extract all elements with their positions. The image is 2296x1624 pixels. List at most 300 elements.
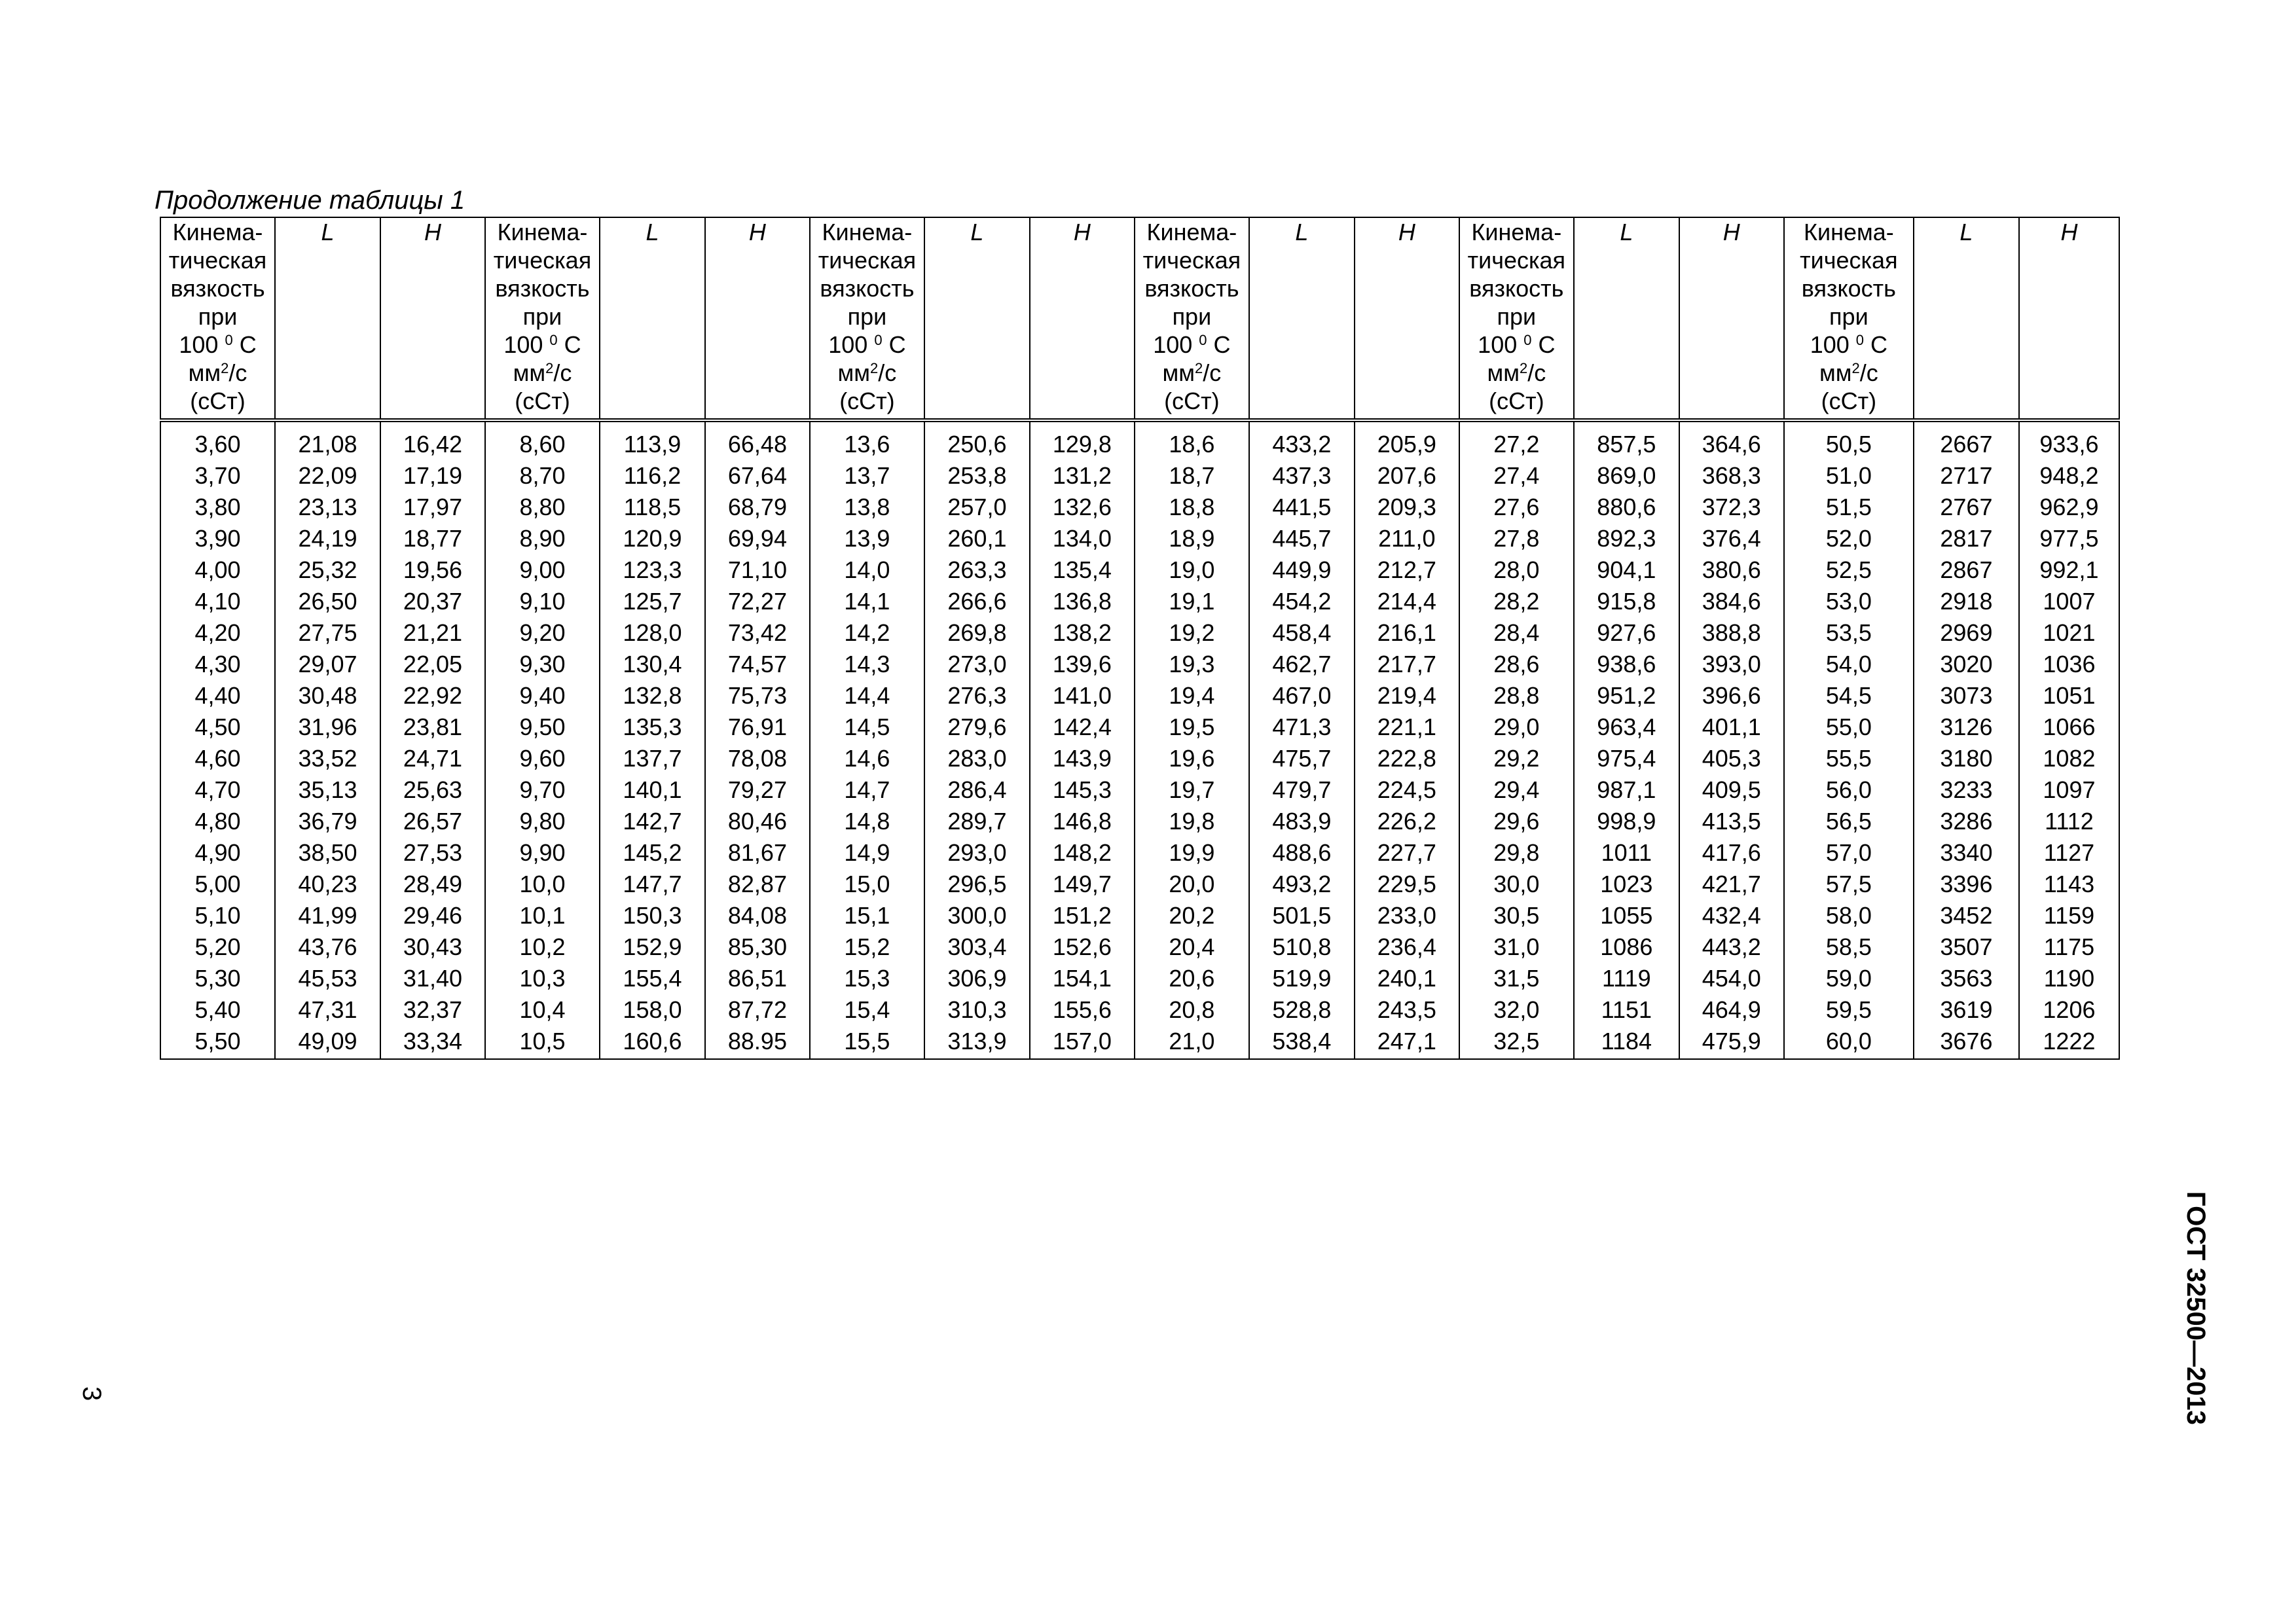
h-cell: 149,7 (1030, 869, 1135, 900)
viscosity-cell: 19,9 (1135, 837, 1249, 869)
table-row (160, 554, 2119, 586)
header-superscript (874, 332, 882, 348)
h-cell: 68,79 (705, 492, 810, 523)
h-cell: 1222 (2019, 1026, 2119, 1059)
l-cell: 1119 (1574, 963, 1679, 994)
viscosity-cell: 9,80 (485, 806, 600, 837)
l-cell: 21,08 (275, 420, 380, 460)
l-cell: 30,48 (275, 680, 380, 712)
h-cell: 81,67 (705, 837, 810, 869)
h-cell: 224,5 (1355, 774, 1459, 806)
viscosity-cell: 29,6 (1459, 806, 1574, 837)
l-cell: 49,09 (275, 1026, 380, 1059)
l-cell: 137,7 (600, 743, 705, 774)
header-superscript (1851, 360, 1859, 376)
header-h-label: H (424, 219, 441, 245)
h-cell: 17,19 (380, 460, 485, 492)
header-viscosity-text: Кинема- (822, 219, 913, 245)
h-cell: 233,0 (1355, 900, 1459, 931)
l-cell: 449,9 (1249, 554, 1355, 586)
h-cell: 66,48 (705, 420, 810, 460)
header-viscosity-text: при (1172, 303, 1212, 330)
l-cell: 40,23 (275, 869, 380, 900)
viscosity-cell: 29,4 (1459, 774, 1574, 806)
viscosity-cell: 5,10 (160, 900, 275, 931)
l-cell: 128,0 (600, 617, 705, 649)
header-h-label: H (1398, 219, 1415, 245)
h-cell: 131,2 (1030, 460, 1135, 492)
l-cell: 279,6 (924, 712, 1030, 743)
header-viscosity-text: мм (837, 359, 871, 386)
l-cell: 22,09 (275, 460, 380, 492)
header-viscosity-text: тическая (168, 247, 267, 274)
header-viscosity-text: тическая (493, 247, 592, 274)
h-cell: 33,34 (380, 1026, 485, 1059)
table-row (160, 743, 2119, 774)
l-cell: 38,50 (275, 837, 380, 869)
table-row (160, 649, 2119, 680)
table-row (160, 994, 2119, 1026)
h-cell: 31,40 (380, 963, 485, 994)
viscosity-cell: 14,4 (810, 680, 924, 712)
l-cell: 160,6 (600, 1026, 705, 1059)
h-cell: 372,3 (1679, 492, 1784, 523)
viscosity-cell: 4,10 (160, 586, 275, 617)
viscosity-cell: 14,9 (810, 837, 924, 869)
viscosity-cell: 51,0 (1784, 460, 1914, 492)
viscosity-cell: 14,3 (810, 649, 924, 680)
h-cell: 205,9 (1355, 420, 1459, 460)
l-cell: 293,0 (924, 837, 1030, 869)
h-cell: 393,0 (1679, 649, 1784, 680)
h-cell: 142,4 (1030, 712, 1135, 743)
header-kinematic-viscosity (1459, 217, 1574, 420)
l-cell: 27,75 (275, 617, 380, 649)
viscosity-cell: 56,5 (1784, 806, 1914, 837)
l-cell: 454,2 (1249, 586, 1355, 617)
h-cell: 79,27 (705, 774, 810, 806)
header-viscosity-text: (сСт) (839, 388, 895, 414)
h-cell: 75,73 (705, 680, 810, 712)
l-cell: 467,0 (1249, 680, 1355, 712)
l-cell: 869,0 (1574, 460, 1679, 492)
table-row (160, 492, 2119, 523)
l-cell: 35,13 (275, 774, 380, 806)
l-cell: 3233 (1914, 774, 2019, 806)
viscosity-cell: 14,0 (810, 554, 924, 586)
h-cell: 78,08 (705, 743, 810, 774)
table-row (160, 1026, 2119, 1059)
header-viscosity-text: 2 (1195, 360, 1203, 376)
table-row (160, 617, 2119, 649)
viscosity-cell: 13,7 (810, 460, 924, 492)
viscosity-cell: 8,80 (485, 492, 600, 523)
viscosity-cell: 3,60 (160, 420, 275, 460)
h-cell: 409,5 (1679, 774, 1784, 806)
header-l-value (1914, 217, 2019, 420)
header-viscosity-text: при (847, 303, 887, 330)
header-viscosity-text: вязкость (820, 275, 915, 302)
viscosity-cell: 15,0 (810, 869, 924, 900)
h-cell: 23,81 (380, 712, 485, 743)
header-viscosity-text: 100 (828, 331, 875, 358)
h-cell: 84,08 (705, 900, 810, 931)
l-cell: 538,4 (1249, 1026, 1355, 1059)
viscosity-cell: 32,5 (1459, 1026, 1574, 1059)
viscosity-cell: 9,70 (485, 774, 600, 806)
viscosity-cell: 30,0 (1459, 869, 1574, 900)
table-row (160, 586, 2119, 617)
h-cell: 17,97 (380, 492, 485, 523)
h-cell: 222,8 (1355, 743, 1459, 774)
viscosity-cell: 4,50 (160, 712, 275, 743)
header-viscosity-text: С (557, 331, 581, 358)
header-kinematic-viscosity (810, 217, 924, 420)
header-l-value (924, 217, 1030, 420)
table-caption: Продолжение таблицы 1 (155, 186, 465, 215)
header-viscosity-text: 100 (179, 331, 225, 358)
viscosity-cell: 15,1 (810, 900, 924, 931)
h-cell: 948,2 (2019, 460, 2119, 492)
h-cell: 136,8 (1030, 586, 1135, 617)
viscosity-cell: 55,0 (1784, 712, 1914, 743)
l-cell: 2667 (1914, 420, 2019, 460)
l-cell: 310,3 (924, 994, 1030, 1026)
l-cell: 471,3 (1249, 712, 1355, 743)
viscosity-cell: 15,5 (810, 1026, 924, 1059)
l-cell: 1151 (1574, 994, 1679, 1026)
header-viscosity-text: при (1829, 303, 1868, 330)
viscosity-cell: 28,8 (1459, 680, 1574, 712)
viscosity-cell: 4,40 (160, 680, 275, 712)
h-cell: 475,9 (1679, 1026, 1784, 1059)
l-cell: 116,2 (600, 460, 705, 492)
viscosity-cell: 29,2 (1459, 743, 1574, 774)
l-cell: 24,19 (275, 523, 380, 554)
l-cell: 31,96 (275, 712, 380, 743)
l-cell: 880,6 (1574, 492, 1679, 523)
l-cell: 1184 (1574, 1026, 1679, 1059)
viscosity-table (160, 217, 2120, 1060)
h-cell: 243,5 (1355, 994, 1459, 1026)
header-l-label: L (646, 219, 659, 245)
table-row (160, 900, 2119, 931)
l-cell: 155,4 (600, 963, 705, 994)
h-cell: 933,6 (2019, 420, 2119, 460)
viscosity-cell: 18,8 (1135, 492, 1249, 523)
l-cell: 300,0 (924, 900, 1030, 931)
l-cell: 938,6 (1574, 649, 1679, 680)
h-cell: 151,2 (1030, 900, 1135, 931)
h-cell: 141,0 (1030, 680, 1135, 712)
h-cell: 413,5 (1679, 806, 1784, 837)
viscosity-cell: 10,5 (485, 1026, 600, 1059)
table-row (160, 931, 2119, 963)
table-row (160, 460, 2119, 492)
l-cell: 296,5 (924, 869, 1030, 900)
viscosity-cell: 19,7 (1135, 774, 1249, 806)
h-cell: 148,2 (1030, 837, 1135, 869)
header-viscosity-text: при (522, 303, 562, 330)
header-h-value (1355, 217, 1459, 420)
header-h-label: H (2060, 219, 2078, 245)
viscosity-cell: 14,7 (810, 774, 924, 806)
header-viscosity-text: тическая (818, 247, 917, 274)
header-l-value (600, 217, 705, 420)
l-cell: 3286 (1914, 806, 2019, 837)
h-cell: 240,1 (1355, 963, 1459, 994)
h-cell: 247,1 (1355, 1026, 1459, 1059)
h-cell: 26,57 (380, 806, 485, 837)
l-cell: 250,6 (924, 420, 1030, 460)
h-cell: 30,43 (380, 931, 485, 963)
h-cell: 1127 (2019, 837, 2119, 869)
viscosity-cell: 51,5 (1784, 492, 1914, 523)
header-viscosity-text: /с (1859, 359, 1878, 386)
h-cell: 145,3 (1030, 774, 1135, 806)
header-h-label: H (1073, 219, 1091, 245)
viscosity-cell: 9,60 (485, 743, 600, 774)
header-viscosity-text: С (232, 331, 257, 358)
l-cell: 987,1 (1574, 774, 1679, 806)
viscosity-cell: 3,90 (160, 523, 275, 554)
viscosity-cell: 18,7 (1135, 460, 1249, 492)
viscosity-cell: 4,60 (160, 743, 275, 774)
viscosity-cell: 9,00 (485, 554, 600, 586)
header-viscosity-text: /с (1203, 359, 1222, 386)
h-cell: 21,21 (380, 617, 485, 649)
viscosity-cell: 52,0 (1784, 523, 1914, 554)
l-cell: 462,7 (1249, 649, 1355, 680)
l-cell: 263,3 (924, 554, 1030, 586)
viscosity-cell: 13,8 (810, 492, 924, 523)
header-l-value (275, 217, 380, 420)
h-cell: 16,42 (380, 420, 485, 460)
h-cell: 421,7 (1679, 869, 1784, 900)
l-cell: 3126 (1914, 712, 2019, 743)
l-cell: 120,9 (600, 523, 705, 554)
l-cell: 3507 (1914, 931, 2019, 963)
header-superscript (1523, 332, 1531, 348)
viscosity-cell: 19,8 (1135, 806, 1249, 837)
h-cell: 221,1 (1355, 712, 1459, 743)
viscosity-cell: 28,4 (1459, 617, 1574, 649)
header-viscosity-text: 0 (549, 332, 558, 348)
h-cell: 443,2 (1679, 931, 1784, 963)
h-cell: 384,6 (1679, 586, 1784, 617)
header-viscosity-text: /с (1527, 359, 1546, 386)
header-viscosity-text: тическая (1467, 247, 1566, 274)
l-cell: 142,7 (600, 806, 705, 837)
h-cell: 22,05 (380, 649, 485, 680)
header-viscosity-text: Кинема- (1471, 219, 1562, 245)
header-l-label: L (970, 219, 984, 245)
viscosity-cell: 28,2 (1459, 586, 1574, 617)
header-superscript (225, 332, 232, 348)
l-cell: 118,5 (600, 492, 705, 523)
h-cell: 992,1 (2019, 554, 2119, 586)
viscosity-cell: 59,5 (1784, 994, 1914, 1026)
viscosity-cell: 5,20 (160, 931, 275, 963)
h-cell: 20,37 (380, 586, 485, 617)
table-row (160, 837, 2119, 869)
viscosity-cell: 20,6 (1135, 963, 1249, 994)
header-viscosity-text: /с (878, 359, 897, 386)
viscosity-cell: 59,0 (1784, 963, 1914, 994)
viscosity-cell: 4,30 (160, 649, 275, 680)
h-cell: 28,49 (380, 869, 485, 900)
header-l-label: L (1620, 219, 1633, 245)
viscosity-cell: 9,50 (485, 712, 600, 743)
table-row (160, 963, 2119, 994)
l-cell: 892,3 (1574, 523, 1679, 554)
l-cell: 3452 (1914, 900, 2019, 931)
header-viscosity-text: 0 (1523, 332, 1532, 348)
viscosity-cell: 14,5 (810, 712, 924, 743)
l-cell: 135,3 (600, 712, 705, 743)
header-viscosity-text: при (198, 303, 238, 330)
header-viscosity-text: тическая (1800, 247, 1898, 274)
l-cell: 3396 (1914, 869, 2019, 900)
l-cell: 29,07 (275, 649, 380, 680)
l-cell: 2767 (1914, 492, 2019, 523)
h-cell: 226,2 (1355, 806, 1459, 837)
header-viscosity-text: Кинема- (497, 219, 588, 245)
h-cell: 71,10 (705, 554, 810, 586)
viscosity-cell: 20,2 (1135, 900, 1249, 931)
l-cell: 528,8 (1249, 994, 1355, 1026)
viscosity-cell: 19,0 (1135, 554, 1249, 586)
viscosity-cell: 19,3 (1135, 649, 1249, 680)
viscosity-cell: 8,90 (485, 523, 600, 554)
viscosity-cell: 30,5 (1459, 900, 1574, 931)
l-cell: 3180 (1914, 743, 2019, 774)
h-cell: 85,30 (705, 931, 810, 963)
header-h-value (1030, 217, 1135, 420)
h-cell: 1007 (2019, 586, 2119, 617)
h-cell: 207,6 (1355, 460, 1459, 492)
l-cell: 501,5 (1249, 900, 1355, 931)
h-cell: 209,3 (1355, 492, 1459, 523)
table-row (160, 774, 2119, 806)
h-cell: 129,8 (1030, 420, 1135, 460)
viscosity-cell: 14,1 (810, 586, 924, 617)
header-viscosity-text: 100 (503, 331, 550, 358)
h-cell: 27,53 (380, 837, 485, 869)
h-cell: 388,8 (1679, 617, 1784, 649)
header-viscosity-text: 0 (225, 332, 233, 348)
viscosity-cell: 14,8 (810, 806, 924, 837)
viscosity-cell: 50,5 (1784, 420, 1914, 460)
h-cell: 432,4 (1679, 900, 1784, 931)
h-cell: 152,6 (1030, 931, 1135, 963)
header-h-label: H (748, 219, 766, 245)
header-l-value (1574, 217, 1679, 420)
h-cell: 73,42 (705, 617, 810, 649)
header-l-label: L (1295, 219, 1309, 245)
l-cell: 2717 (1914, 460, 2019, 492)
viscosity-cell: 4,80 (160, 806, 275, 837)
h-cell: 1190 (2019, 963, 2119, 994)
header-viscosity-text: Кинема- (172, 219, 263, 245)
l-cell: 303,4 (924, 931, 1030, 963)
viscosity-cell: 27,8 (1459, 523, 1574, 554)
viscosity-table-container (160, 217, 2120, 1060)
header-viscosity-text: (сСт) (1489, 388, 1544, 414)
viscosity-cell: 19,2 (1135, 617, 1249, 649)
l-cell: 257,0 (924, 492, 1030, 523)
l-cell: 493,2 (1249, 869, 1355, 900)
header-viscosity-text: С (1207, 331, 1231, 358)
header-l-value (1249, 217, 1355, 420)
h-cell: 22,92 (380, 680, 485, 712)
viscosity-cell: 52,5 (1784, 554, 1914, 586)
l-cell: 313,9 (924, 1026, 1030, 1059)
l-cell: 475,7 (1249, 743, 1355, 774)
l-cell: 23,13 (275, 492, 380, 523)
viscosity-cell: 27,2 (1459, 420, 1574, 460)
viscosity-cell: 31,0 (1459, 931, 1574, 963)
viscosity-cell: 10,1 (485, 900, 600, 931)
l-cell: 269,8 (924, 617, 1030, 649)
viscosity-cell: 54,5 (1784, 680, 1914, 712)
header-viscosity-text: мм (1162, 359, 1195, 386)
h-cell: 396,6 (1679, 680, 1784, 712)
viscosity-cell: 10,0 (485, 869, 600, 900)
h-cell: 977,5 (2019, 523, 2119, 554)
h-cell: 143,9 (1030, 743, 1135, 774)
viscosity-cell: 29,8 (1459, 837, 1574, 869)
h-cell: 380,6 (1679, 554, 1784, 586)
l-cell: 43,76 (275, 931, 380, 963)
h-cell: 146,8 (1030, 806, 1135, 837)
header-viscosity-text: 100 (1478, 331, 1524, 358)
header-viscosity-text: вязкость (495, 275, 590, 302)
viscosity-cell: 14,2 (810, 617, 924, 649)
l-cell: 158,0 (600, 994, 705, 1026)
viscosity-cell: 21,0 (1135, 1026, 1249, 1059)
viscosity-cell: 3,80 (160, 492, 275, 523)
viscosity-cell: 19,4 (1135, 680, 1249, 712)
header-viscosity-text: (сСт) (515, 388, 570, 414)
header-kinematic-viscosity (160, 217, 275, 420)
l-cell: 437,3 (1249, 460, 1355, 492)
l-cell: 3676 (1914, 1026, 2019, 1059)
h-cell: 401,1 (1679, 712, 1784, 743)
viscosity-cell: 15,2 (810, 931, 924, 963)
h-cell: 1175 (2019, 931, 2119, 963)
h-cell: 87,72 (705, 994, 810, 1026)
viscosity-cell: 53,5 (1784, 617, 1914, 649)
h-cell: 368,3 (1679, 460, 1784, 492)
header-superscript (549, 332, 557, 348)
h-cell: 138,2 (1030, 617, 1135, 649)
h-cell: 72,27 (705, 586, 810, 617)
l-cell: 519,9 (1249, 963, 1355, 994)
l-cell: 36,79 (275, 806, 380, 837)
viscosity-cell: 29,0 (1459, 712, 1574, 743)
header-viscosity-text: мм (513, 359, 546, 386)
h-cell: 229,5 (1355, 869, 1459, 900)
header-viscosity-text: (сСт) (190, 388, 246, 414)
h-cell: 454,0 (1679, 963, 1784, 994)
header-viscosity-text: вязкость (170, 275, 265, 302)
l-cell: 145,2 (600, 837, 705, 869)
header-h-label: H (1722, 219, 1740, 245)
l-cell: 260,1 (924, 523, 1030, 554)
l-cell: 130,4 (600, 649, 705, 680)
l-cell: 150,3 (600, 900, 705, 931)
